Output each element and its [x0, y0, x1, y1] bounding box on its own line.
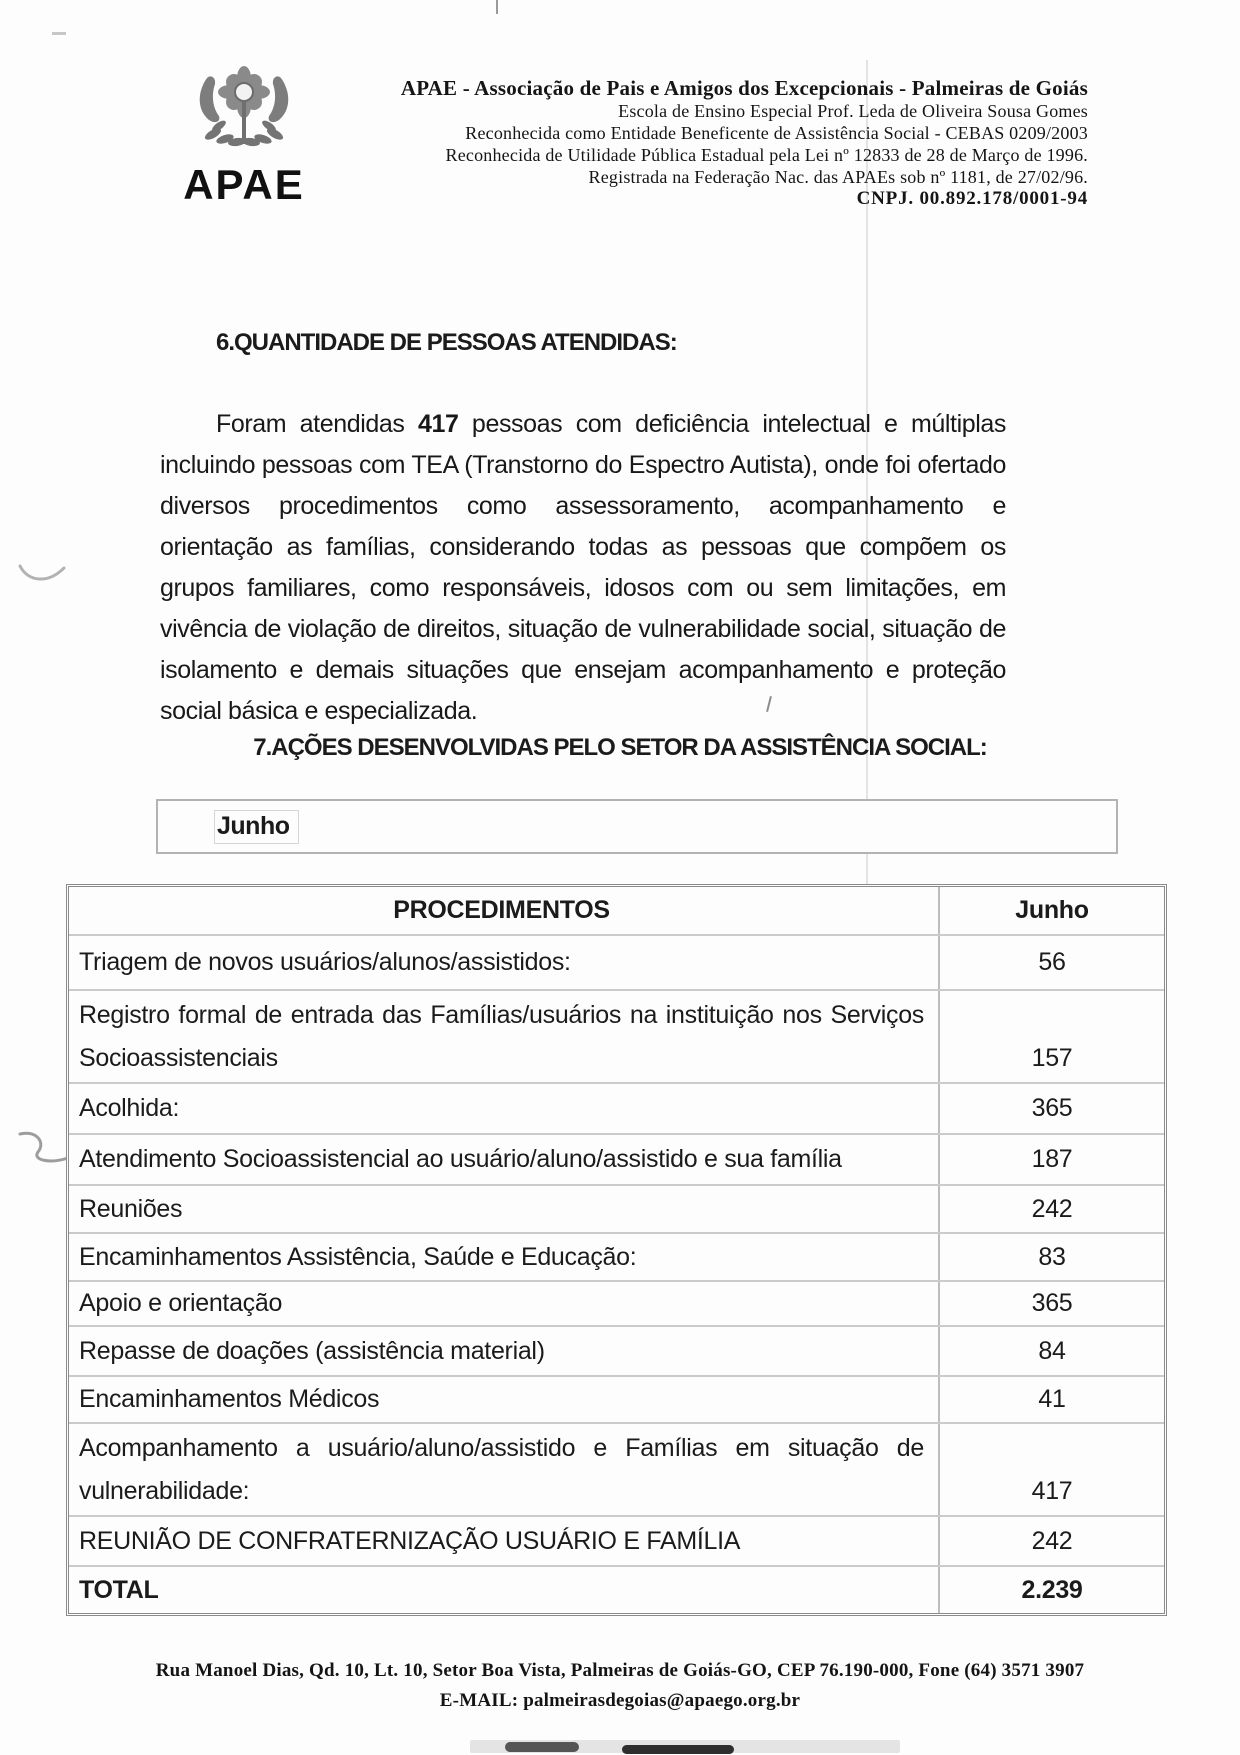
procedure-value: 417	[1031, 1477, 1073, 1505]
school-line: Escola de Ensino Especial Prof. Leda de Oliveira Sousa Gomes	[618, 101, 1088, 121]
table-row	[69, 1375, 1164, 1422]
scan-artifact-bottom-blob	[505, 1742, 579, 1752]
margin-squiggle-icon	[16, 1128, 70, 1168]
table-row	[69, 1184, 1164, 1232]
table-row-total	[69, 1565, 1164, 1613]
cnpj-line: CNPJ. 00.892.178/0001-94	[856, 188, 1088, 209]
margin-squiggle-icon	[18, 556, 66, 588]
column-header-procedimentos: PROCEDIMENTOS	[69, 887, 940, 934]
federation-line: Registrada na Federação Nac. das APAEs sob nº 1181, de 27/02/96.	[588, 167, 1088, 187]
column-header-junho: Junho	[1015, 896, 1089, 924]
table-row	[69, 1325, 1164, 1375]
table-row	[69, 1082, 1164, 1133]
procedure-label: Repasse de doações (assistência material)	[69, 1327, 940, 1375]
cebas-line: Reconhecida como Entidade Beneficente de Assistência Social - CEBAS 0209/2003	[465, 123, 1088, 143]
procedure-label: Reuniões	[69, 1186, 940, 1232]
table-row	[69, 1515, 1164, 1565]
table-header-row	[69, 887, 1164, 934]
section7-title: 7.AÇÕES DESENVOLVIDAS PELO SETOR DA ASSISTÊNCIA SOCIAL:	[253, 734, 987, 761]
procedure-label: Encaminhamentos Assistência, Saúde e Educação:	[69, 1234, 940, 1280]
footer-email: E-MAIL: palmeirasdegoias@apaego.org.br	[439, 1690, 801, 1711]
page-footer	[0, 1656, 1240, 1716]
month-box	[156, 799, 1118, 854]
month-label: Junho	[214, 810, 299, 844]
utility-line: Reconhecida de Utilidade Pública Estadual pela Lei nº 12833 de 28 de Março de 1996.	[445, 145, 1088, 165]
procedure-value: 365	[1031, 1289, 1073, 1317]
scan-artifact-top-tick	[496, 0, 498, 14]
procedure-label: Acolhida:	[69, 1084, 940, 1133]
procedure-value: 242	[1031, 1194, 1073, 1223]
letterhead	[300, 76, 1088, 210]
table-row	[69, 934, 1164, 989]
procedure-label: Atendimento Socioassistencial ao usuário/aluno/assistido e sua família	[69, 1135, 940, 1184]
procedures-table	[66, 884, 1167, 1616]
flower-hands-icon	[169, 66, 319, 158]
procedure-value: 83	[1038, 1242, 1066, 1271]
table-row	[69, 1232, 1164, 1280]
procedure-label: Acompanhamento a usuário/aluno/assistido e Famílias em situação de vulnerabilidade:	[69, 1424, 940, 1515]
procedure-label: Encaminhamentos Médicos	[69, 1377, 940, 1422]
table-row	[69, 1133, 1164, 1184]
procedure-value: 84	[1038, 1336, 1066, 1365]
section6-title: 6.QUANTIDADE DE PESSOAS ATENDIDAS:	[216, 329, 677, 356]
table-row	[69, 1280, 1164, 1325]
paragraph-text: pessoas com deficiência intelectual e múltiplas incluindo pessoas com TEA (Transtorno do Espectro Autista), onde foi ofertado diversos procedimentos como assessoramento, acompanhamento e orientação as famílias, considerando todas as pessoas que compõem os grupos familiares, como responsáveis, idosos com ou sem limitações, em vivência de violação de direitos, situação de vulnerabilidade social, situação de isolamento e demais situações que ensejam acompanhamento e proteção social básica e especializada.	[160, 410, 1006, 725]
procedure-label: Apoio e orientação	[69, 1282, 940, 1325]
total-value: 2.239	[1021, 1575, 1083, 1604]
procedure-value: 41	[1038, 1385, 1066, 1413]
procedure-value: 187	[1031, 1145, 1073, 1173]
logo-wordmark: APAE	[183, 161, 305, 208]
attended-count: 417	[417, 410, 459, 438]
org-name: APAE - Associação de Pais e Amigos dos Excepcionais - Palmeiras de Goiás	[400, 76, 1088, 100]
procedure-label: Registro formal de entrada das Famílias/usuários na instituição nos Serviços Socioassistenciais	[69, 991, 940, 1082]
apae-logo	[166, 66, 322, 208]
section6-paragraph	[160, 404, 1006, 732]
procedure-value: 242	[1031, 1526, 1073, 1555]
scan-artifact-corner-dash	[52, 32, 66, 35]
table-row	[69, 1422, 1164, 1515]
scan-artifact-bottom-blob	[622, 1745, 734, 1754]
footer-address: Rua Manoel Dias, Qd. 10, Lt. 10, Setor Boa Vista, Palmeiras de Goiás-GO, CEP 76.190-000, Fone (64) 3571 3907	[155, 1660, 1085, 1681]
procedure-value: 157	[1031, 1044, 1073, 1072]
total-label: TOTAL	[69, 1567, 940, 1613]
procedure-value: 365	[1031, 1094, 1073, 1122]
table-row	[69, 989, 1164, 1082]
procedure-value: 56	[1038, 948, 1066, 976]
procedure-label: Triagem de novos usuários/alunos/assistidos:	[69, 936, 940, 989]
procedure-label: REUNIÃO DE CONFRATERNIZAÇÃO USUÁRIO E FAMÍLIA	[69, 1517, 940, 1565]
paragraph-text: Foram atendidas	[216, 410, 418, 438]
